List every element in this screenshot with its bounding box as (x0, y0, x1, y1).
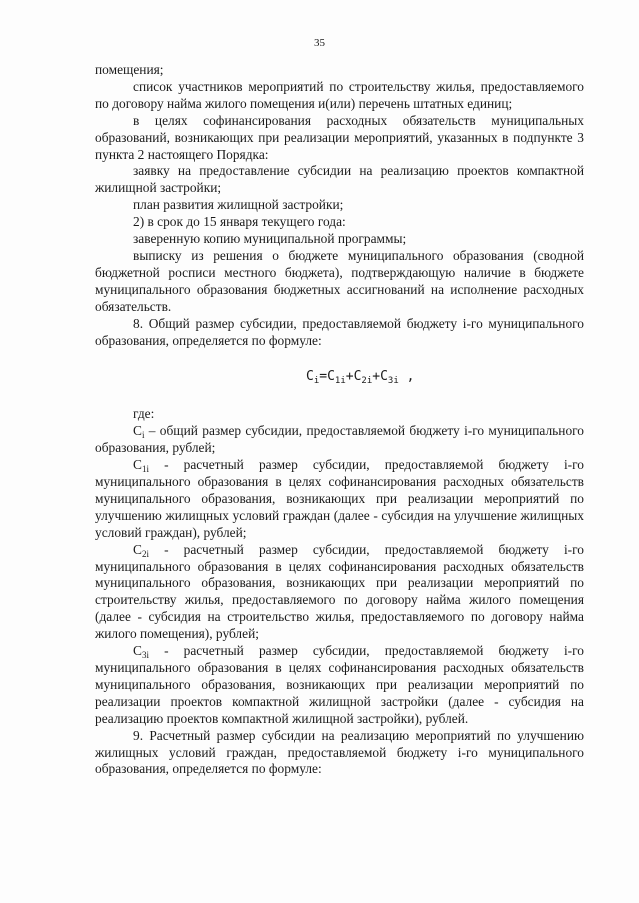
definition-symbol: C (133, 643, 142, 659)
formula-term: C (353, 369, 362, 385)
page-number: 35 (314, 37, 325, 49)
definition (95, 423, 584, 457)
formula-term-subscript: 3i (387, 376, 399, 387)
definition-symbol: C (133, 457, 142, 473)
definition-text: - расчетный размер субсидии, предоставляемой бюджету i-го муниципального образования в целях софинансирования расходных обязательств муниципального образования, возникающих при реализации мероприятий по строительству жилья, предоставляемого по договору найма жилого помещения (далее - субсидия на строительство жилья, предоставляемого по договору найма жилого помещения), рублей; (95, 541, 584, 642)
formula-tail: , (398, 369, 415, 385)
formula (95, 349, 584, 406)
formula-term-subscript: 1i (334, 376, 346, 387)
paragraph: заверенную копию муниципальной программы; (133, 231, 407, 247)
definition-symbol: C (133, 423, 142, 439)
formula-plus: + (372, 369, 381, 385)
formula-term: C (380, 369, 388, 385)
paragraph: заявку на предоставление субсидии на реализацию проектов компактной жилищной застройки; (95, 163, 584, 196)
definition-text: - расчетный размер субсидии, предоставляемой бюджету i-го муниципального образования в целях софинансирования расходных обязательств муниципального образования, возникающих при реализации мероприятий по улучшению жилищных условий граждан (далее - субсидия на улучшение жилищных условий граждан), рублей; (95, 457, 584, 540)
formula-equals: = (319, 369, 328, 385)
definition-symbol: C (133, 541, 142, 557)
paragraph: 8. Общий размер субсидии, предоставляемой бюджету i-го муниципального образования, определяется по формуле: (95, 315, 584, 348)
formula-plus: + (345, 369, 354, 385)
where-label: где: (133, 406, 155, 422)
formula-term: C (327, 369, 335, 385)
document-body (95, 62, 584, 778)
paragraph: выписку из решения о бюджете муниципального образования (сводной бюджетной росписи местного бюджета), подтверждающую наличие в бюджете муниципального образования бюджетных ассигнований на исполнение расходных обязательств. (95, 247, 584, 314)
paragraph: список участников мероприятий по строительству жилья, предоставляемого по договору найма жилого помещения и(или) перечень штатных единиц; (95, 78, 584, 111)
definition (95, 643, 584, 728)
paragraph: в целях софинансирования расходных обязательств муниципальных образований, возникающих при реализации мероприятий, указанных в подпункте 3 пункта 2 настоящего Порядка: (95, 112, 584, 162)
definition-subscript: 3i (141, 650, 149, 661)
formula-expression (306, 369, 414, 386)
paragraph: 2) в срок до 15 января текущего года: (133, 214, 346, 230)
definition-text: - расчетный размер субсидии, предоставляемой бюджету i-го муниципального образования в целях софинансирования расходных обязательств муниципального образования, возникающих при реализации мероприятий по реализации проектов компактной жилищной застройки (далее - субсидия на реализацию проектов компактной жилищной застройки), рублей. (95, 643, 584, 726)
definition-subscript: i (141, 430, 145, 441)
paragraph: план развития жилищной застройки; (133, 197, 344, 213)
definition-subscript: 2i (141, 548, 149, 559)
definition (95, 542, 584, 643)
formula-term-subscript: 2i (361, 376, 373, 387)
definition (95, 457, 584, 542)
definition-text: – общий размер субсидии, предоставляемой бюджету i-го муниципального образования, рублей; (95, 423, 584, 456)
formula-lhs: C (306, 369, 314, 385)
formula-lhs-subscript: i (313, 376, 320, 387)
paragraph: 9. Расчетный размер субсидии на реализацию мероприятий по улучшению жилищных условий граждан, предоставляемой бюджету i-го муниципального образования, определяется по формуле: (95, 727, 584, 777)
paragraph: помещения; (95, 62, 164, 77)
definition-subscript: 1i (141, 464, 149, 475)
